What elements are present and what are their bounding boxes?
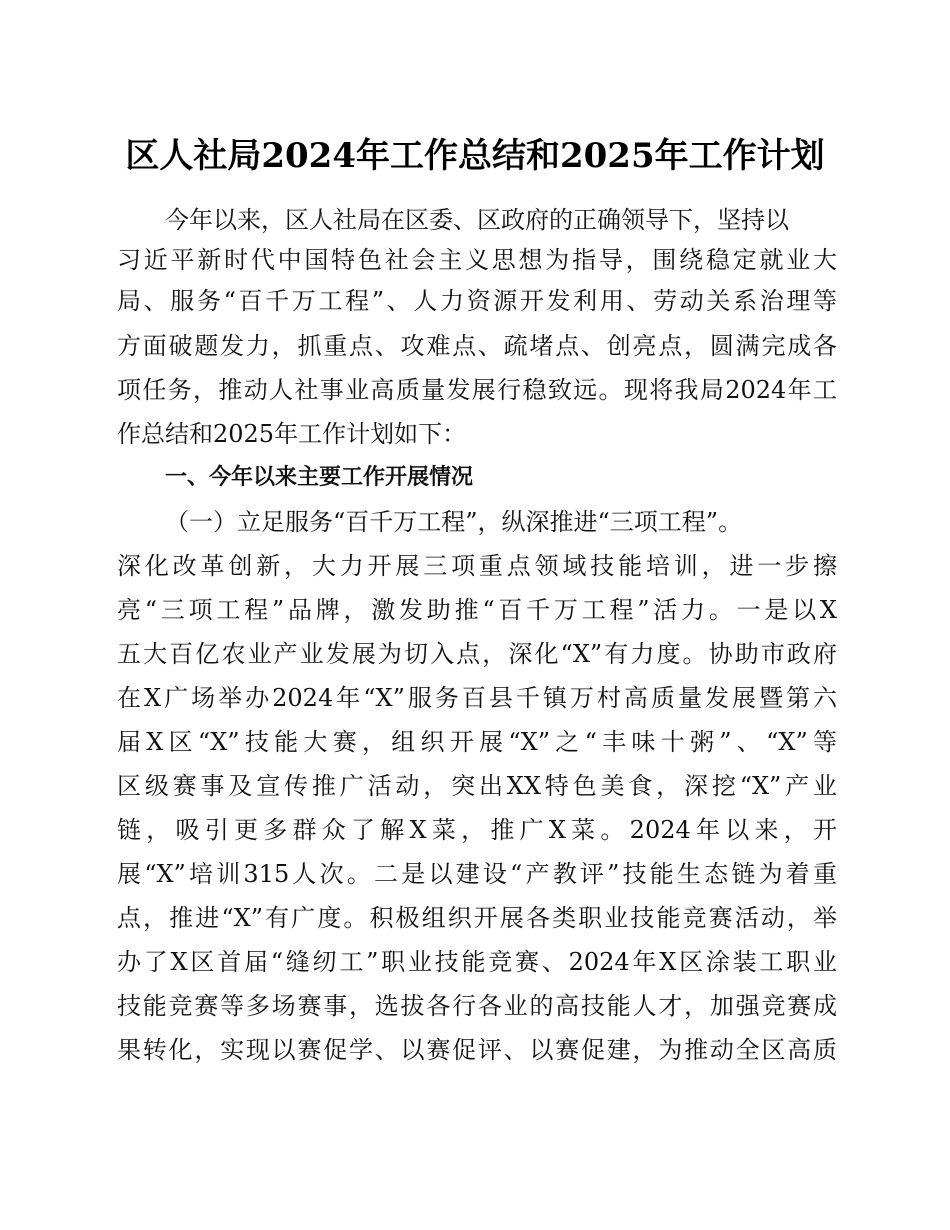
paragraph-line: 五大百亿农业产业发展为切入点，深化“X”有力度。协助市政府	[117, 640, 837, 668]
paragraph-line: 局、服务“百千万工程”、人力资源开发利用、劳动关系治理等	[117, 287, 837, 315]
paragraph-line: 方面破题发力，抓重点、攻难点、疏堵点、创亮点，圆满完成各	[117, 332, 837, 360]
paragraph-line: 技能竞赛等多场赛事，选拔各行各业的高技能人才，加强竞赛成	[117, 992, 837, 1020]
paragraph-line: 今年以来，区人社局在区委、区政府的正确领导下，坚持以	[165, 206, 789, 234]
paragraph-line: 习近平新时代中国特色社会主义思想为指导，围绕稳定就业大	[117, 246, 837, 274]
subsection-heading: （一）立足服务“百千万工程”，纵深推进“三项工程”。	[165, 508, 743, 536]
section-heading: 一、今年以来主要工作开展情况	[165, 465, 474, 490]
paragraph-line: 展“X”培训315人次。二是以建设“产教评”技能生态链为着重	[117, 860, 837, 888]
paragraph-line: 办了X区首届“缝纫工”职业技能竞赛、2024年X区涂装工职业	[117, 948, 837, 976]
paragraph-line: 在X广场举办2024年“X”服务百县千镇万村高质量发展暨第六	[117, 684, 837, 712]
paragraph-line: 区级赛事及宣传推广活动，突出XX特色美食，深挖“X”产业	[117, 772, 837, 800]
paragraph-line: 果转化，实现以赛促学、以赛促评、以赛促建，为推动全区高质	[117, 1036, 837, 1064]
paragraph-line: 项任务，推动人社事业高质量发展行稳致远。现将我局2024年工	[117, 376, 837, 404]
paragraph-line: 亮“三项工程”品牌，激发助推“百千万工程”活力。一是以X	[117, 596, 837, 624]
paragraph-line: 深化改革创新，大力开展三项重点领域技能培训，进一步擦	[117, 552, 837, 580]
paragraph-line: 届X区“X”技能大赛，组织开展“X”之“丰味十粥”、“X”等	[117, 728, 837, 756]
paragraph-line: 作总结和2025年工作计划如下：	[117, 420, 467, 448]
paragraph-line: 链，吸引更多群众了解X菜，推广X菜。2024年以来，开	[117, 816, 837, 844]
document-title: 区人社局2024年工作总结和2025年工作计划	[125, 136, 825, 176]
paragraph-line: 点，推进“X”有广度。积极组织开展各类职业技能竞赛活动，举	[117, 904, 837, 932]
